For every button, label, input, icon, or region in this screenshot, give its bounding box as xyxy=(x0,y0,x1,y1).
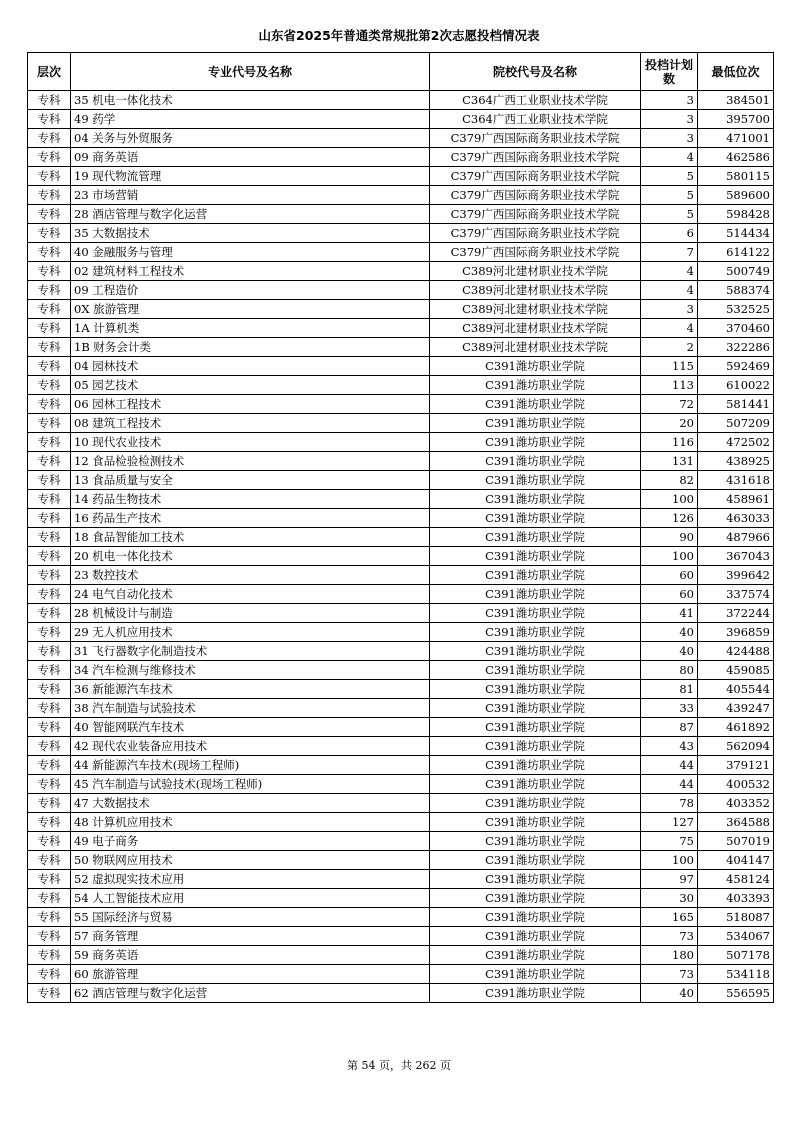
cell-rank: 370460 xyxy=(698,319,774,338)
cell-major: 09 商务英语 xyxy=(71,148,430,167)
cell-level: 专科 xyxy=(28,984,71,1003)
cell-major: 60 旅游管理 xyxy=(71,965,430,984)
table-row xyxy=(28,566,774,585)
table-row xyxy=(28,528,774,547)
table-row xyxy=(28,262,774,281)
cell-level: 专科 xyxy=(28,300,71,319)
cell-rank: 532525 xyxy=(698,300,774,319)
cell-plan: 3 xyxy=(641,129,698,148)
cell-rank: 337574 xyxy=(698,585,774,604)
header-major: 专业代号及名称 xyxy=(71,53,430,91)
cell-school: C391潍坊职业学院 xyxy=(430,946,641,965)
cell-plan: 5 xyxy=(641,167,698,186)
cell-level: 专科 xyxy=(28,224,71,243)
cell-level: 专科 xyxy=(28,832,71,851)
header-plan: 投档计划数 xyxy=(641,53,698,91)
table-row xyxy=(28,110,774,129)
cell-school: C391潍坊职业学院 xyxy=(430,794,641,813)
cell-plan: 126 xyxy=(641,509,698,528)
table-row xyxy=(28,794,774,813)
cell-major: 52 虚拟现实技术应用 xyxy=(71,870,430,889)
table-row xyxy=(28,908,774,927)
table-row xyxy=(28,452,774,471)
cell-major: 31 飞行器数字化制造技术 xyxy=(71,642,430,661)
table-row xyxy=(28,965,774,984)
cell-major: 57 商务管理 xyxy=(71,927,430,946)
cell-rank: 462586 xyxy=(698,148,774,167)
cell-major: 08 建筑工程技术 xyxy=(71,414,430,433)
cell-plan: 4 xyxy=(641,148,698,167)
cell-level: 专科 xyxy=(28,509,71,528)
table-row xyxy=(28,984,774,1003)
cell-rank: 439247 xyxy=(698,699,774,718)
cell-school: C379广西国际商务职业技术学院 xyxy=(430,205,641,224)
cell-major: 02 建筑材料工程技术 xyxy=(71,262,430,281)
cell-major: 35 机电一体化技术 xyxy=(71,91,430,110)
table-row xyxy=(28,585,774,604)
cell-plan: 4 xyxy=(641,319,698,338)
cell-school: C391潍坊职业学院 xyxy=(430,471,641,490)
cell-major: 10 现代农业技术 xyxy=(71,433,430,452)
cell-rank: 507019 xyxy=(698,832,774,851)
cell-school: C391潍坊职业学院 xyxy=(430,604,641,623)
table-row xyxy=(28,148,774,167)
cell-major: 40 金融服务与管理 xyxy=(71,243,430,262)
cell-plan: 60 xyxy=(641,566,698,585)
cell-school: C379广西国际商务职业技术学院 xyxy=(430,243,641,262)
header-school: 院校代号及名称 xyxy=(430,53,641,91)
cell-school: C391潍坊职业学院 xyxy=(430,832,641,851)
table-row xyxy=(28,927,774,946)
table-row xyxy=(28,433,774,452)
cell-rank: 518087 xyxy=(698,908,774,927)
cell-rank: 580115 xyxy=(698,167,774,186)
cell-level: 专科 xyxy=(28,338,71,357)
table-row xyxy=(28,167,774,186)
table-row xyxy=(28,547,774,566)
table-row xyxy=(28,851,774,870)
cell-level: 专科 xyxy=(28,319,71,338)
cell-major: 09 工程造价 xyxy=(71,281,430,300)
cell-rank: 507209 xyxy=(698,414,774,433)
cell-school: C391潍坊职业学院 xyxy=(430,414,641,433)
cell-major: 23 数控技术 xyxy=(71,566,430,585)
cell-plan: 4 xyxy=(641,262,698,281)
cell-major: 0X 旅游管理 xyxy=(71,300,430,319)
cell-plan: 87 xyxy=(641,718,698,737)
cell-level: 专科 xyxy=(28,585,71,604)
cell-rank: 487966 xyxy=(698,528,774,547)
cell-school: C379广西国际商务职业技术学院 xyxy=(430,224,641,243)
cell-level: 专科 xyxy=(28,414,71,433)
cell-rank: 589600 xyxy=(698,186,774,205)
cell-level: 专科 xyxy=(28,528,71,547)
cell-plan: 60 xyxy=(641,585,698,604)
table-row xyxy=(28,870,774,889)
table-row xyxy=(28,414,774,433)
cell-level: 专科 xyxy=(28,927,71,946)
cell-rank: 458961 xyxy=(698,490,774,509)
cell-plan: 43 xyxy=(641,737,698,756)
cell-major: 12 食品检验检测技术 xyxy=(71,452,430,471)
cell-plan: 3 xyxy=(641,110,698,129)
table-row xyxy=(28,357,774,376)
cell-level: 专科 xyxy=(28,167,71,186)
cell-school: C391潍坊职业学院 xyxy=(430,528,641,547)
cell-level: 专科 xyxy=(28,148,71,167)
cell-level: 专科 xyxy=(28,718,71,737)
cell-plan: 40 xyxy=(641,642,698,661)
cell-major: 29 无人机应用技术 xyxy=(71,623,430,642)
cell-rank: 379121 xyxy=(698,756,774,775)
cell-level: 专科 xyxy=(28,870,71,889)
cell-level: 专科 xyxy=(28,395,71,414)
cell-plan: 40 xyxy=(641,623,698,642)
cell-plan: 75 xyxy=(641,832,698,851)
cell-plan: 127 xyxy=(641,813,698,832)
cell-school: C391潍坊职业学院 xyxy=(430,927,641,946)
cell-level: 专科 xyxy=(28,908,71,927)
cell-major: 1A 计算机类 xyxy=(71,319,430,338)
cell-level: 专科 xyxy=(28,794,71,813)
table-row xyxy=(28,243,774,262)
cell-plan: 41 xyxy=(641,604,698,623)
admission-table xyxy=(27,52,774,1003)
cell-plan: 180 xyxy=(641,946,698,965)
cell-plan: 78 xyxy=(641,794,698,813)
cell-major: 13 食品质量与安全 xyxy=(71,471,430,490)
cell-rank: 395700 xyxy=(698,110,774,129)
cell-school: C379广西国际商务职业技术学院 xyxy=(430,186,641,205)
cell-major: 44 新能源汽车技术(现场工程师) xyxy=(71,756,430,775)
cell-school: C391潍坊职业学院 xyxy=(430,813,641,832)
cell-major: 20 机电一体化技术 xyxy=(71,547,430,566)
header-level: 层次 xyxy=(28,53,71,91)
cell-level: 专科 xyxy=(28,129,71,148)
cell-major: 1B 财务会计类 xyxy=(71,338,430,357)
cell-rank: 364588 xyxy=(698,813,774,832)
cell-school: C364广西工业职业技术学院 xyxy=(430,91,641,110)
cell-plan: 73 xyxy=(641,965,698,984)
cell-plan: 90 xyxy=(641,528,698,547)
cell-rank: 472502 xyxy=(698,433,774,452)
cell-plan: 4 xyxy=(641,281,698,300)
cell-major: 49 药学 xyxy=(71,110,430,129)
cell-rank: 384501 xyxy=(698,91,774,110)
table-row xyxy=(28,490,774,509)
cell-level: 专科 xyxy=(28,186,71,205)
table-row xyxy=(28,623,774,642)
cell-rank: 463033 xyxy=(698,509,774,528)
cell-school: C391潍坊职业学院 xyxy=(430,775,641,794)
table-row xyxy=(28,91,774,110)
cell-school: C391潍坊职业学院 xyxy=(430,547,641,566)
cell-major: 04 关务与外贸服务 xyxy=(71,129,430,148)
cell-level: 专科 xyxy=(28,965,71,984)
cell-level: 专科 xyxy=(28,737,71,756)
cell-major: 40 智能网联汽车技术 xyxy=(71,718,430,737)
cell-school: C391潍坊职业学院 xyxy=(430,908,641,927)
cell-major: 62 酒店管理与数字化运营 xyxy=(71,984,430,1003)
cell-plan: 115 xyxy=(641,357,698,376)
cell-plan: 44 xyxy=(641,775,698,794)
cell-level: 专科 xyxy=(28,889,71,908)
cell-level: 专科 xyxy=(28,376,71,395)
cell-plan: 100 xyxy=(641,851,698,870)
cell-plan: 5 xyxy=(641,186,698,205)
cell-level: 专科 xyxy=(28,756,71,775)
cell-rank: 588374 xyxy=(698,281,774,300)
table-row xyxy=(28,756,774,775)
table-row xyxy=(28,832,774,851)
cell-rank: 458124 xyxy=(698,870,774,889)
cell-rank: 534067 xyxy=(698,927,774,946)
cell-school: C391潍坊职业学院 xyxy=(430,870,641,889)
table-row xyxy=(28,718,774,737)
cell-level: 专科 xyxy=(28,433,71,452)
header-rank: 最低位次 xyxy=(698,53,774,91)
cell-level: 专科 xyxy=(28,642,71,661)
cell-rank: 372244 xyxy=(698,604,774,623)
cell-plan: 5 xyxy=(641,205,698,224)
cell-plan: 131 xyxy=(641,452,698,471)
cell-major: 28 机械设计与制造 xyxy=(71,604,430,623)
cell-major: 47 大数据技术 xyxy=(71,794,430,813)
cell-major: 48 计算机应用技术 xyxy=(71,813,430,832)
table-row xyxy=(28,129,774,148)
table-row xyxy=(28,509,774,528)
cell-school: C391潍坊职业学院 xyxy=(430,623,641,642)
cell-plan: 20 xyxy=(641,414,698,433)
cell-rank: 610022 xyxy=(698,376,774,395)
table-row xyxy=(28,338,774,357)
cell-level: 专科 xyxy=(28,604,71,623)
cell-major: 24 电气自动化技术 xyxy=(71,585,430,604)
cell-major: 59 商务英语 xyxy=(71,946,430,965)
table-row xyxy=(28,205,774,224)
cell-rank: 367043 xyxy=(698,547,774,566)
cell-rank: 438925 xyxy=(698,452,774,471)
cell-plan: 100 xyxy=(641,547,698,566)
cell-level: 专科 xyxy=(28,243,71,262)
cell-rank: 556595 xyxy=(698,984,774,1003)
cell-school: C391潍坊职业学院 xyxy=(430,566,641,585)
table-row xyxy=(28,680,774,699)
cell-school: C379广西国际商务职业技术学院 xyxy=(430,148,641,167)
cell-plan: 116 xyxy=(641,433,698,452)
table-row xyxy=(28,186,774,205)
cell-school: C391潍坊职业学院 xyxy=(430,965,641,984)
cell-school: C391潍坊职业学院 xyxy=(430,452,641,471)
cell-major: 36 新能源汽车技术 xyxy=(71,680,430,699)
cell-school: C391潍坊职业学院 xyxy=(430,984,641,1003)
cell-major: 49 电子商务 xyxy=(71,832,430,851)
cell-school: C391潍坊职业学院 xyxy=(430,433,641,452)
cell-school: C391潍坊职业学院 xyxy=(430,756,641,775)
cell-school: C391潍坊职业学院 xyxy=(430,851,641,870)
table-body xyxy=(28,91,774,1003)
cell-plan: 40 xyxy=(641,984,698,1003)
cell-level: 专科 xyxy=(28,110,71,129)
table-row xyxy=(28,281,774,300)
table-row xyxy=(28,471,774,490)
table-row xyxy=(28,604,774,623)
cell-rank: 400532 xyxy=(698,775,774,794)
cell-plan: 81 xyxy=(641,680,698,699)
cell-school: C391潍坊职业学院 xyxy=(430,490,641,509)
cell-level: 专科 xyxy=(28,471,71,490)
cell-plan: 44 xyxy=(641,756,698,775)
table-header-row xyxy=(28,53,774,91)
cell-level: 专科 xyxy=(28,813,71,832)
cell-major: 34 汽车检测与维修技术 xyxy=(71,661,430,680)
cell-major: 05 园艺技术 xyxy=(71,376,430,395)
cell-school: C391潍坊职业学院 xyxy=(430,509,641,528)
table-row xyxy=(28,319,774,338)
cell-level: 专科 xyxy=(28,452,71,471)
cell-rank: 534118 xyxy=(698,965,774,984)
cell-rank: 581441 xyxy=(698,395,774,414)
cell-major: 50 物联网应用技术 xyxy=(71,851,430,870)
cell-rank: 403393 xyxy=(698,889,774,908)
cell-plan: 2 xyxy=(641,338,698,357)
cell-school: C389河北建材职业技术学院 xyxy=(430,281,641,300)
cell-major: 35 大数据技术 xyxy=(71,224,430,243)
cell-school: C391潍坊职业学院 xyxy=(430,737,641,756)
cell-level: 专科 xyxy=(28,661,71,680)
cell-rank: 507178 xyxy=(698,946,774,965)
cell-rank: 471001 xyxy=(698,129,774,148)
cell-plan: 6 xyxy=(641,224,698,243)
cell-major: 04 园林技术 xyxy=(71,357,430,376)
cell-major: 19 现代物流管理 xyxy=(71,167,430,186)
table-row xyxy=(28,946,774,965)
table-row xyxy=(28,813,774,832)
table-row xyxy=(28,376,774,395)
cell-level: 专科 xyxy=(28,547,71,566)
cell-school: C389河北建材职业技术学院 xyxy=(430,300,641,319)
cell-rank: 562094 xyxy=(698,737,774,756)
cell-school: C391潍坊职业学院 xyxy=(430,376,641,395)
cell-school: C391潍坊职业学院 xyxy=(430,680,641,699)
cell-rank: 403352 xyxy=(698,794,774,813)
cell-rank: 399642 xyxy=(698,566,774,585)
cell-level: 专科 xyxy=(28,946,71,965)
cell-level: 专科 xyxy=(28,262,71,281)
cell-major: 23 市场营销 xyxy=(71,186,430,205)
cell-rank: 322286 xyxy=(698,338,774,357)
table-row xyxy=(28,300,774,319)
cell-rank: 431618 xyxy=(698,471,774,490)
cell-school: C389河北建材职业技术学院 xyxy=(430,319,641,338)
page-title: 山东省2025年普通类常规批第2次志愿投档情况表 xyxy=(258,28,540,43)
cell-school: C389河北建材职业技术学院 xyxy=(430,262,641,281)
cell-rank: 500749 xyxy=(698,262,774,281)
table-row xyxy=(28,642,774,661)
page-footer: 第 54 页，共 262 页 xyxy=(347,1059,451,1072)
table-row xyxy=(28,699,774,718)
cell-school: C389河北建材职业技术学院 xyxy=(430,338,641,357)
cell-rank: 592469 xyxy=(698,357,774,376)
cell-major: 45 汽车制造与试验技术(现场工程师) xyxy=(71,775,430,794)
cell-level: 专科 xyxy=(28,699,71,718)
cell-level: 专科 xyxy=(28,357,71,376)
cell-major: 42 现代农业装备应用技术 xyxy=(71,737,430,756)
cell-rank: 614122 xyxy=(698,243,774,262)
cell-plan: 3 xyxy=(641,91,698,110)
cell-plan: 97 xyxy=(641,870,698,889)
cell-school: C379广西国际商务职业技术学院 xyxy=(430,167,641,186)
cell-school: C391潍坊职业学院 xyxy=(430,661,641,680)
cell-level: 专科 xyxy=(28,680,71,699)
table-row xyxy=(28,661,774,680)
cell-plan: 165 xyxy=(641,908,698,927)
table-row xyxy=(28,395,774,414)
cell-major: 06 园林工程技术 xyxy=(71,395,430,414)
cell-school: C364广西工业职业技术学院 xyxy=(430,110,641,129)
cell-school: C391潍坊职业学院 xyxy=(430,889,641,908)
cell-level: 专科 xyxy=(28,281,71,300)
table-row xyxy=(28,889,774,908)
cell-major: 16 药品生产技术 xyxy=(71,509,430,528)
cell-plan: 82 xyxy=(641,471,698,490)
cell-school: C391潍坊职业学院 xyxy=(430,585,641,604)
cell-plan: 3 xyxy=(641,300,698,319)
cell-rank: 459085 xyxy=(698,661,774,680)
cell-plan: 113 xyxy=(641,376,698,395)
cell-level: 专科 xyxy=(28,775,71,794)
cell-rank: 396859 xyxy=(698,623,774,642)
cell-level: 专科 xyxy=(28,851,71,870)
cell-rank: 598428 xyxy=(698,205,774,224)
cell-major: 28 酒店管理与数字化运营 xyxy=(71,205,430,224)
cell-plan: 80 xyxy=(641,661,698,680)
cell-plan: 100 xyxy=(641,490,698,509)
cell-plan: 30 xyxy=(641,889,698,908)
cell-school: C391潍坊职业学院 xyxy=(430,357,641,376)
cell-rank: 461892 xyxy=(698,718,774,737)
cell-rank: 424488 xyxy=(698,642,774,661)
cell-school: C379广西国际商务职业技术学院 xyxy=(430,129,641,148)
cell-rank: 404147 xyxy=(698,851,774,870)
cell-school: C391潍坊职业学院 xyxy=(430,718,641,737)
cell-plan: 73 xyxy=(641,927,698,946)
table-row xyxy=(28,737,774,756)
cell-level: 专科 xyxy=(28,490,71,509)
cell-school: C391潍坊职业学院 xyxy=(430,395,641,414)
cell-plan: 72 xyxy=(641,395,698,414)
table-row xyxy=(28,775,774,794)
cell-level: 专科 xyxy=(28,91,71,110)
cell-major: 55 国际经济与贸易 xyxy=(71,908,430,927)
cell-major: 18 食品智能加工技术 xyxy=(71,528,430,547)
cell-rank: 405544 xyxy=(698,680,774,699)
table-row xyxy=(28,224,774,243)
cell-school: C391潍坊职业学院 xyxy=(430,642,641,661)
cell-level: 专科 xyxy=(28,205,71,224)
cell-major: 54 人工智能技术应用 xyxy=(71,889,430,908)
cell-level: 专科 xyxy=(28,566,71,585)
cell-level: 专科 xyxy=(28,623,71,642)
cell-major: 14 药品生物技术 xyxy=(71,490,430,509)
cell-major: 38 汽车制造与试验技术 xyxy=(71,699,430,718)
cell-school: C391潍坊职业学院 xyxy=(430,699,641,718)
cell-rank: 514434 xyxy=(698,224,774,243)
cell-plan: 33 xyxy=(641,699,698,718)
cell-plan: 7 xyxy=(641,243,698,262)
